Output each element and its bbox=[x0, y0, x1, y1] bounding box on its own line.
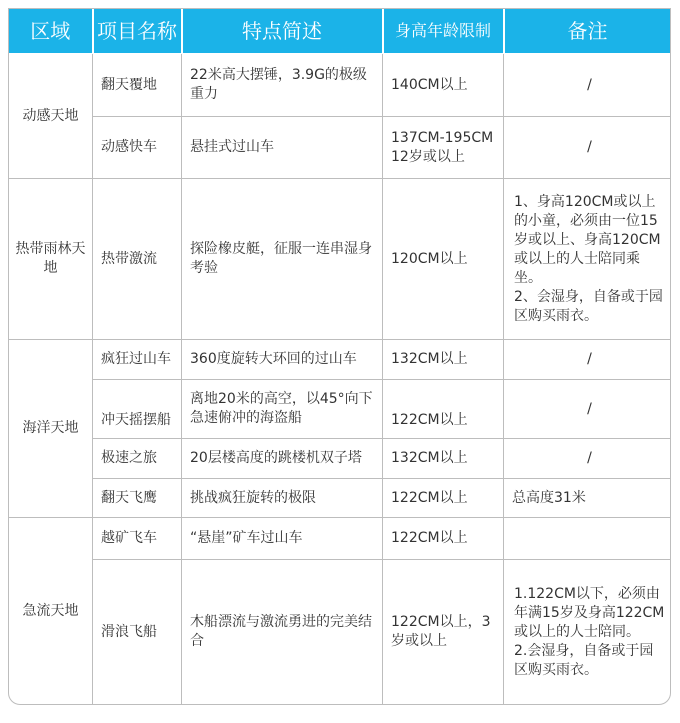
limit-cell: 122CM以上，3岁或以上 bbox=[383, 560, 504, 705]
limit-cell: 137CM-195CM 12岁或以上 bbox=[383, 117, 504, 179]
header-feature: 特点简述 bbox=[182, 9, 383, 54]
header-project-name: 项目名称 bbox=[93, 9, 182, 54]
project-name-cell: 翻天覆地 bbox=[93, 54, 182, 117]
feature-cell: “悬崖”矿车过山车 bbox=[182, 518, 383, 560]
note-cell: / bbox=[504, 54, 672, 117]
project-name-cell: 冲天摇摆船 bbox=[93, 380, 182, 439]
project-name-cell: 疯狂过山车 bbox=[93, 340, 182, 380]
limit-cell: 120CM以上 bbox=[383, 179, 504, 340]
table-row bbox=[9, 479, 672, 518]
header-region: 区域 bbox=[9, 9, 93, 54]
project-name-cell: 极速之旅 bbox=[93, 439, 182, 479]
feature-cell: 离地20米的高空，以45°向下急速俯冲的海盗船 bbox=[182, 380, 383, 439]
note-cell: 总高度31米 bbox=[504, 479, 672, 518]
note-cell: / bbox=[504, 117, 672, 179]
table-row bbox=[9, 380, 672, 439]
table-row bbox=[9, 54, 672, 117]
table-row bbox=[9, 117, 672, 179]
region-cell: 热带雨林天地 bbox=[9, 179, 93, 340]
feature-cell: 20层楼高度的跳楼机双子塔 bbox=[182, 439, 383, 479]
project-name-cell: 热带激流 bbox=[93, 179, 182, 340]
feature-cell: 木船漂流与激流勇进的完美结合 bbox=[182, 560, 383, 705]
header-notes: 备注 bbox=[504, 9, 672, 54]
limit-cell: 122CM以上 bbox=[383, 479, 504, 518]
limit-cell: 122CM以上 bbox=[383, 380, 504, 439]
project-name-cell: 翻天飞鹰 bbox=[93, 479, 182, 518]
table-row bbox=[9, 518, 672, 560]
feature-cell: 22米高大摆锤，3.9G的极级重力 bbox=[182, 54, 383, 117]
limit-cell: 140CM以上 bbox=[383, 54, 504, 117]
limit-cell: 132CM以上 bbox=[383, 439, 504, 479]
feature-cell: 探险橡皮艇，征服一连串湿身考验 bbox=[182, 179, 383, 340]
note-cell: / bbox=[504, 340, 672, 380]
note-cell bbox=[504, 518, 672, 560]
limit-cell: 132CM以上 bbox=[383, 340, 504, 380]
region-cell: 动感天地 bbox=[9, 54, 93, 179]
table-row bbox=[9, 439, 672, 479]
table-header-row bbox=[9, 9, 672, 54]
note-cell: / bbox=[504, 439, 672, 479]
project-name-cell: 动感快车 bbox=[93, 117, 182, 179]
project-name-cell: 越矿飞车 bbox=[93, 518, 182, 560]
ride-info-table bbox=[8, 8, 671, 705]
table-row bbox=[9, 560, 672, 705]
region-cell: 海洋天地 bbox=[9, 340, 93, 518]
feature-cell: 360度旋转大环回的过山车 bbox=[182, 340, 383, 380]
note-cell: / bbox=[504, 380, 672, 439]
ride-info-table-container bbox=[8, 8, 671, 705]
limit-cell: 122CM以上 bbox=[383, 518, 504, 560]
table-row bbox=[9, 340, 672, 380]
table-row bbox=[9, 179, 672, 340]
note-cell: 1.122CM以下，必须由年满15岁及身高122CM或以上的人士陪同。 2.会湿身，自备或于园区购买雨衣。 bbox=[504, 560, 672, 705]
feature-cell: 悬挂式过山车 bbox=[182, 117, 383, 179]
region-cell: 急流天地 bbox=[9, 518, 93, 705]
feature-cell: 挑战疯狂旋转的极限 bbox=[182, 479, 383, 518]
note-cell: 1、身高120CM或以上的小童，必须由一位15岁或以上、身高120CM或以上的人士陪同乘坐。 2、会湿身，自备或于园区购买雨衣。 bbox=[504, 179, 672, 340]
project-name-cell: 滑浪飞船 bbox=[93, 560, 182, 705]
header-height-age-limit: 身高年龄限制 bbox=[383, 9, 504, 54]
